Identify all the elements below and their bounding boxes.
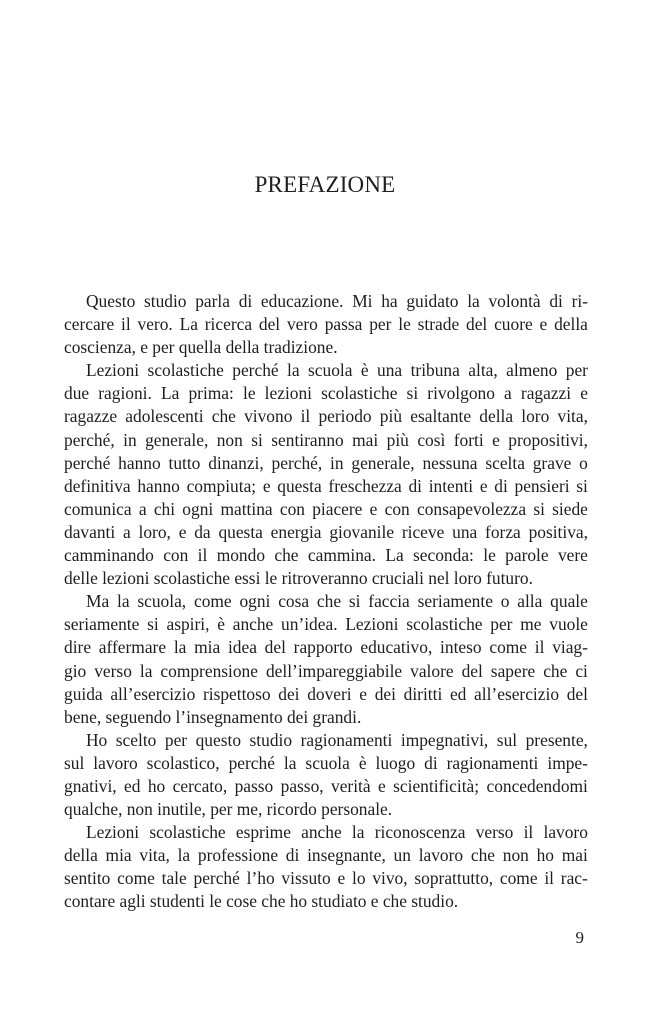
text-line: della mia vita, la professione di insegnante, un lavoro che non ho mai <box>64 845 588 866</box>
text-line: dire affermare la mia idea del rapporto educativo, inteso come il viag- <box>64 637 588 658</box>
text-line: sul lavoro scolastico, perché la scuola è luogo di ragionamenti impe- <box>64 752 588 773</box>
page-number: 9 <box>575 928 584 947</box>
text-line: gnativi, ed ho cercato, passo passo, verità e scientificità; concedendomi <box>64 775 588 796</box>
text-line: Questo studio parla di educazione. Mi ha guidato la volontà di ri- <box>86 291 588 311</box>
text-line: perché hanno tutto dinanzi, perché, in generale, nessuna scelta grave o <box>64 452 588 473</box>
text-line: qualche, non inutile, per me, ricordo personale. <box>64 799 393 820</box>
text-line: bene, seguendo l’insegnamento dei grandi. <box>64 706 362 727</box>
paragraph <box>64 590 588 729</box>
text-line: cercare il vero. La ricerca del vero passa per le strade del cuore e della <box>64 314 588 335</box>
text-line: coscienza, e per quella della tradizione. <box>64 337 338 358</box>
text-line: comunica a chi ogni mattina con piacere e con consapevolezza si siede <box>64 498 588 519</box>
text-line: guida all’esercizio rispettoso dei doveri e dei diritti ed all’esercizio del <box>64 683 588 704</box>
text-line: definitiva hanno compiuta; e questa freschezza di intenti e di pensieri si <box>64 475 588 496</box>
text-line: Ho scelto per questo studio ragionamenti impegnativi, sul presente, <box>86 729 588 750</box>
text-line: Lezioni scolastiche perché la scuola è una tribuna alta, almeno per <box>86 360 588 381</box>
paragraph <box>64 729 588 821</box>
text-line: due ragioni. La prima: le lezioni scolastiche si rivolgono a ragazzi e <box>64 383 588 404</box>
text-line: camminando con il mondo che cammina. La seconda: le parole vere <box>64 545 588 566</box>
text-line: ragazze adolescenti che vivono il periodo più esaltante della loro vita, <box>64 406 588 427</box>
text-line: Lezioni scolastiche esprime anche la riconoscenza verso il lavoro <box>86 822 588 843</box>
body-text <box>64 290 588 914</box>
text-line: gio verso la comprensione dell’impareggiabile valore del sapere che ci <box>64 660 588 681</box>
text-line: contare agli studenti le cose che ho studiato e che studio. <box>64 891 459 912</box>
text-line: Ma la scuola, come ogni cosa che si faccia seriamente o alla quale <box>86 591 588 612</box>
paragraph <box>64 290 588 359</box>
text-line: perché, in generale, non si sentiranno mai più così forti e propositivi, <box>64 429 588 450</box>
text-line: seriamente si aspiri, è anche un’idea. Lezioni scolastiche per me vuole <box>64 614 588 635</box>
text-line: sentito come tale perché l’ho vissuto e lo vivo, soprattutto, come il rac- <box>64 868 588 889</box>
chapter-title: PREFAZIONE <box>254 172 396 197</box>
text-line: davanti a loro, e da questa energia giovanile riceve una forza positiva, <box>64 521 588 542</box>
paragraph <box>64 821 588 913</box>
paragraph <box>64 359 588 590</box>
text-line: delle lezioni scolastiche essi le ritroveranno cruciali nel loro futuro. <box>64 568 533 589</box>
